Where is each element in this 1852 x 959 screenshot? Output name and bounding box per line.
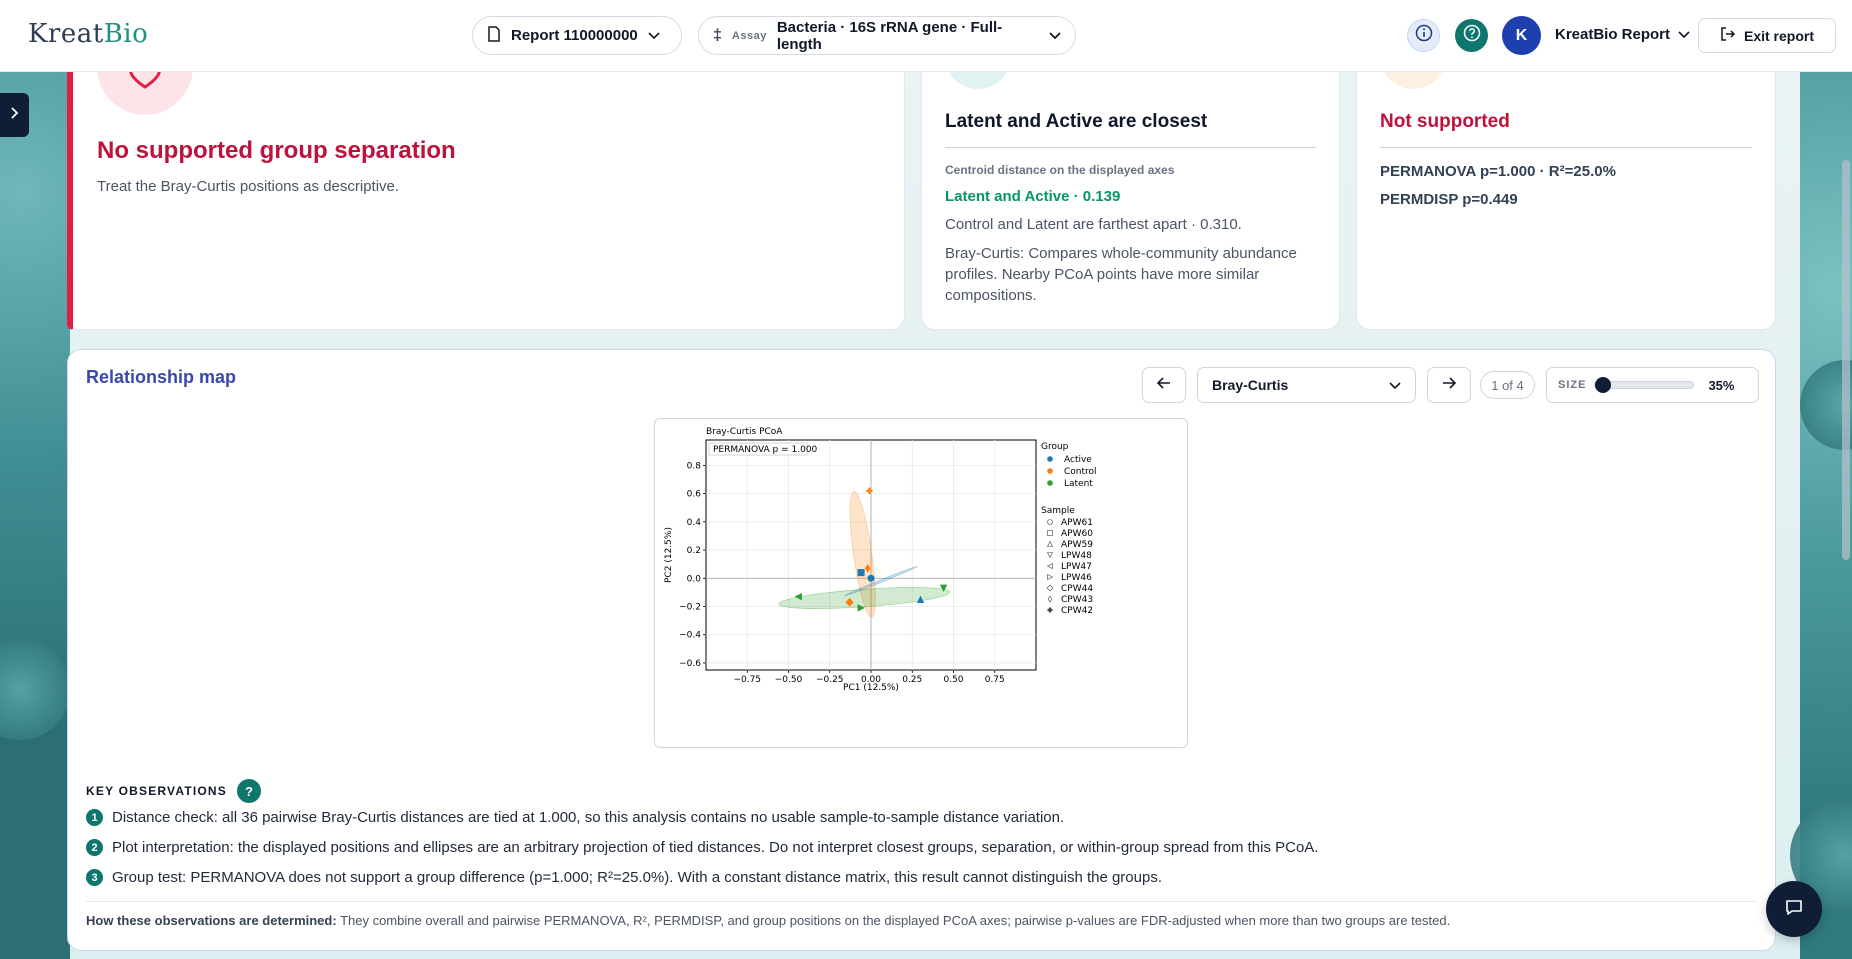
x-axis-label: PC1 (12.5%) [843,683,899,693]
size-slider-handle[interactable] [1595,377,1611,393]
info-icon [1415,24,1433,47]
x-tick-label: −0.25 [815,675,844,685]
size-slider[interactable] [1594,381,1694,389]
report-label: Report 110000000 [511,27,638,44]
legend-label-cpw42: CPW42 [1061,606,1094,616]
info-button[interactable] [1407,19,1440,52]
legend-label-lpw47: LPW47 [1061,562,1092,572]
y-tick-label: 0.2 [686,546,701,557]
closest-pair-value: Latent and Active · 0.139 [945,188,1121,205]
help-button[interactable] [1455,19,1488,52]
legend-marker-cpw42 [1048,608,1053,613]
pcoa-plot [655,419,1187,747]
pcoa-plot-frame [654,418,1188,748]
y-tick-label: −0.6 [679,658,701,669]
chevron-down-icon [1049,27,1061,44]
sidebar-toggle-button[interactable] [0,93,29,137]
x-tick-label: −0.75 [733,675,762,685]
x-tick-label: 0.00 [860,675,882,685]
centroid-label: Centroid distance on the displayed axes [945,163,1175,177]
divider [945,147,1316,148]
relationship-map-title: Relationship map [86,367,237,387]
observation-item [86,809,1064,826]
chevron-down-icon [1389,377,1401,393]
key-observations-title: KEY OBSERVATIONS [86,784,228,798]
assay-value: Bacteria · 16S rRNA gene · Full-length [776,18,1003,53]
metric-select[interactable] [1197,367,1416,403]
user-name: KreatBio Report [1555,26,1671,43]
legend-label-lpw48: LPW48 [1061,551,1092,561]
divider [86,901,1757,902]
legend-label-control: Control [1064,467,1097,477]
observation-text: Distance check: all 36 pairwise Bray-Curtis distances are tied at 1.000, so this analysis contains no usable sample-to-sample distance variation. [112,809,1065,826]
permanova-result: PERMANOVA p=1.000 · R²=25.0% [1380,163,1616,180]
logo[interactable]: KreatBio [28,19,149,49]
footnote-text: They combine overall and pairwise PERMANOVA, R², PERMDISP, and group positions on the displayed PCoA axes; pairwise p-values are FDR-adjusted when more than two groups are tested. [336,913,1451,928]
legend-marker-cpw43 [1048,596,1052,602]
closest-title: Latent and Active are closest [945,111,1208,132]
permdisp-result: PERMDISP p=0.449 [1380,191,1518,208]
legend-marker-lpw46 [1048,575,1053,580]
observation-number: 2 [86,839,103,856]
next-metric-button[interactable] [1427,367,1471,403]
metric-select-value: Bray-Curtis [1212,377,1289,393]
statistics-card [1356,40,1776,330]
legend-label-cpw43: CPW43 [1061,595,1094,605]
size-label: SIZE [1558,379,1587,391]
arrow-left-icon [1157,376,1171,394]
observation-text: Plot interpretation: the displayed positions and ellipses are an arbitrary projection of tied distances. Do not interpret closest groups, separation, or within-group spread from this PCoA. [112,839,1319,856]
assay-icon: ‡ [713,26,722,44]
y-tick-label: 0.4 [686,517,701,528]
legend-marker-latent [1047,480,1053,486]
farthest-pair-text: Control and Latent are farthest apart · 0.310. [945,216,1242,233]
legend-marker-apw59 [1048,542,1053,547]
avatar[interactable]: K [1502,16,1541,55]
legend-marker-lpw48 [1048,553,1053,558]
legend-sample-title: Sample [1041,506,1075,516]
chevron-down-icon [648,27,660,44]
y-tick-label: 0.8 [686,461,701,472]
observation-item [86,869,1162,886]
y-tick-label: −0.2 [679,602,701,613]
divider [1380,147,1752,148]
methodology-footnote [86,913,1450,928]
closest-groups-card [921,40,1340,330]
separation-card [67,40,905,330]
legend-marker-lpw47 [1048,564,1053,569]
chat-icon [1784,897,1804,922]
y-tick-label: −0.4 [679,630,701,641]
chart-title: Bray-Curtis PCoA [706,427,783,437]
x-tick-label: 0.75 [984,675,1005,685]
x-tick-label: −0.50 [774,675,803,685]
separation-title: No supported group separation [97,137,456,164]
permanova-annotation: PERMANOVA p = 1.000 [713,445,818,455]
y-axis-label: PC2 (12.5%) [664,527,674,583]
legend-label-cpw44: CPW44 [1061,584,1094,594]
observation-text: Group test: PERMANOVA does not support a group difference (p=1.000; R²=25.0%). With a constant distance matrix, this result cannot distinguish the groups. [112,869,1162,886]
observation-number: 1 [86,809,103,826]
legend-group-title: Group [1041,442,1069,452]
legend-marker-control [1047,468,1053,474]
document-icon [487,26,501,46]
size-control [1546,367,1759,403]
data-point-apw60 [858,569,864,575]
y-tick-label: 0.6 [686,489,701,500]
x-tick-label: 0.25 [902,675,923,685]
y-tick-label: 0.0 [686,574,701,585]
background-left-edge [0,0,70,959]
help-icon [1463,24,1481,47]
assay-selector[interactable] [698,16,1076,55]
exit-label: Exit report [1743,27,1814,44]
legend-label-active: Active [1064,455,1092,465]
exit-icon [1720,26,1736,45]
chat-button[interactable] [1766,881,1822,937]
legend-label-apw61: APW61 [1061,518,1093,528]
metric-description: Bray-Curtis: Compares whole-community abundance profiles. Nearby PCoA points have more similar compositions. [945,245,1297,304]
legend-marker-apw60 [1048,531,1053,536]
exit-report-button[interactable] [1698,18,1836,53]
key-observations-header [86,779,261,803]
observation-item [86,839,1318,856]
top-bar [0,0,1852,72]
legend-label-apw60: APW60 [1061,529,1093,539]
legend-label-lpw46: LPW46 [1061,573,1092,583]
separation-subtitle: Treat the Bray-Curtis positions as descriptive. [97,178,400,195]
legend-label-latent: Latent [1064,479,1093,489]
support-title: Not supported [1380,111,1510,132]
size-value: 35% [1708,377,1735,393]
footnote-heading: How these observations are determined: [86,913,337,928]
legend-label-apw59: APW59 [1061,540,1093,550]
metric-pager: 1 of 4 [1480,371,1535,399]
chevron-right-icon [10,106,20,125]
page-scrollbar[interactable] [1842,160,1850,560]
previous-metric-button[interactable] [1142,367,1186,403]
data-point-apw61 [868,575,874,581]
observations-help-button[interactable]: ? [237,779,261,803]
legend-marker-apw61 [1048,520,1053,525]
assay-label: Assay [731,29,767,42]
report-selector[interactable] [472,16,682,55]
chevron-down-icon [1678,26,1690,43]
relationship-map-card [67,349,1776,951]
arrow-right-icon [1442,376,1456,394]
user-menu[interactable] [1555,26,1690,43]
observation-number: 3 [86,869,103,886]
legend-marker-active [1047,456,1053,462]
legend-marker-cpw44 [1047,585,1053,591]
x-tick-label: 0.50 [943,675,964,685]
